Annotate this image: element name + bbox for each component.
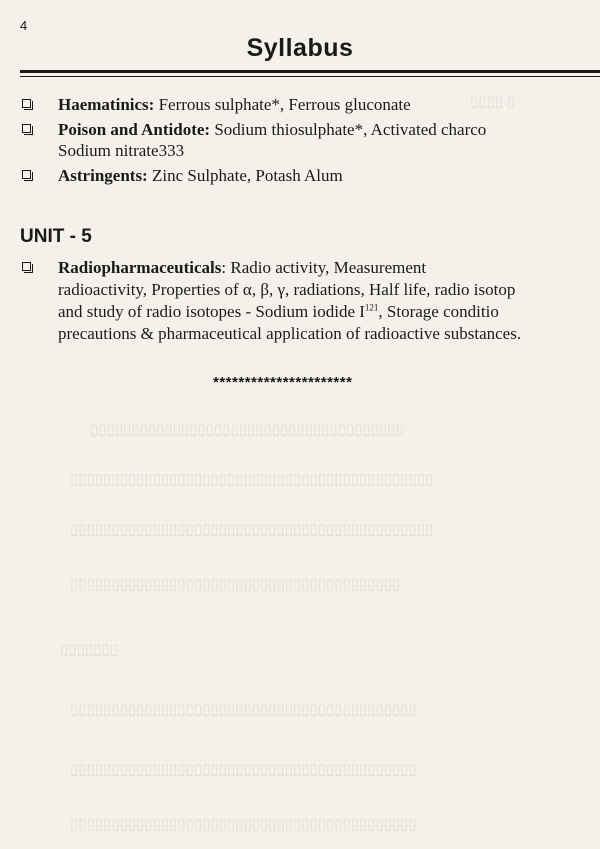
- item-line-1: [58, 257, 600, 279]
- list-item-poison-antidote: [20, 119, 600, 161]
- item-text: Zinc Sulphate, Potash Alum: [147, 166, 343, 185]
- page-number: 4: [20, 18, 28, 33]
- checkbox-bullet-icon: [22, 170, 31, 179]
- item-line-2: [58, 279, 600, 301]
- item-text: Sodium thiosulphate*, Activated charco: [210, 120, 487, 139]
- item-line-4: precautions & pharmaceutical application of radioactive substances.: [58, 324, 522, 343]
- item-term: Poison and Antidote:: [58, 120, 211, 139]
- section-end-stars: **********************: [213, 374, 353, 391]
- title-rule-thin: [20, 76, 600, 77]
- item-term: Haematinics:: [58, 95, 155, 114]
- item-text-continued: Sodium nitrate333: [58, 141, 185, 160]
- top-syllabus-list: [20, 94, 600, 190]
- checkbox-bullet-icon: [22, 124, 31, 133]
- checkbox-bullet-icon: [22, 262, 31, 271]
- item-term: Astringents:: [58, 166, 148, 185]
- item-text: radioactivity, Properties of: [58, 280, 243, 299]
- greek-letters: α, β, γ: [242, 280, 285, 299]
- checkbox-bullet-icon: [22, 99, 31, 108]
- item-term: Radiopharmaceuticals: [58, 258, 222, 277]
- unit5-syllabus-list: [20, 257, 600, 349]
- page-title: Syllabus: [246, 34, 354, 62]
- item-line-3: [58, 301, 600, 323]
- title-rule-thick: [20, 70, 600, 73]
- list-item-radiopharmaceuticals: [20, 257, 600, 345]
- item-text: , Storage conditio: [378, 302, 499, 321]
- item-text: : Radio activity, Measurement: [221, 258, 427, 277]
- item-text: Ferrous sulphate*, Ferrous gluconate: [154, 95, 411, 114]
- list-item-astringents: [20, 165, 600, 186]
- superscript-mass-number: 121: [364, 302, 379, 313]
- item-text: , radiations, Half life, radio isotop: [284, 280, 516, 299]
- unit-heading: UNIT - 5: [20, 226, 92, 247]
- item-text: and study of radio isotopes - Sodium iodide I: [58, 302, 365, 321]
- list-item-haematinics: [20, 94, 600, 115]
